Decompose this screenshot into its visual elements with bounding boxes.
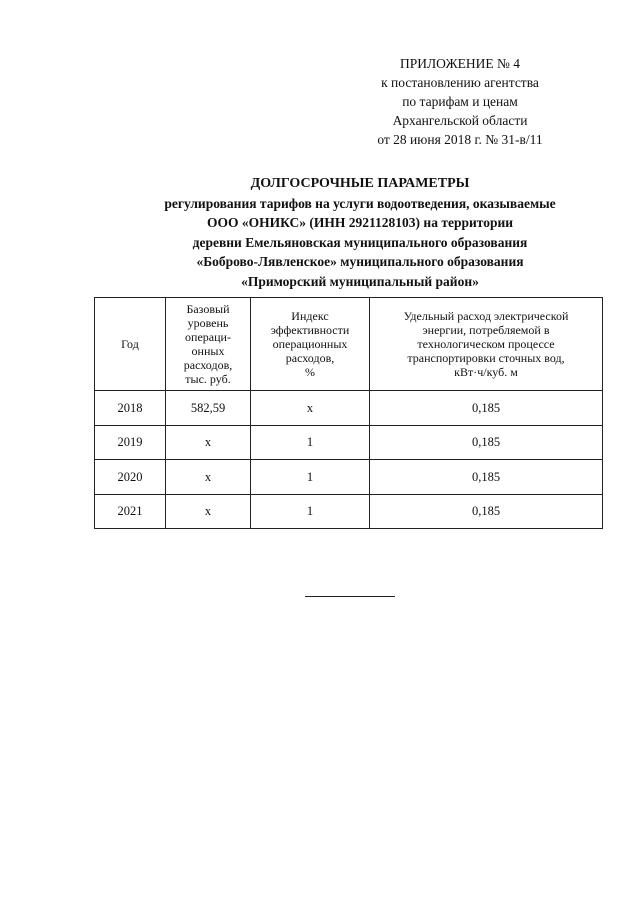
title-line: «Приморский муниципальный район» bbox=[241, 273, 479, 289]
header-efficiency-index: Индекс эффективности операционных расходов, % bbox=[251, 298, 370, 391]
cell-index: 1 bbox=[251, 460, 370, 495]
closing-separator-line bbox=[305, 596, 395, 597]
header-year: Год bbox=[95, 298, 166, 391]
table-row bbox=[95, 494, 603, 529]
cell-base: 582,59 bbox=[166, 391, 251, 426]
appendix-ref-line: к постановлению агентства bbox=[381, 75, 539, 90]
cell-index: х bbox=[251, 391, 370, 426]
cell-index: 1 bbox=[251, 425, 370, 460]
appendix-ref-line: Архангельской области bbox=[392, 113, 528, 128]
header-base-level: Базовый уровень операци- онных расходов, тыс. руб. bbox=[166, 298, 251, 391]
cell-energy: 0,185 bbox=[370, 460, 603, 495]
cell-year: 2018 bbox=[95, 391, 166, 426]
cell-energy: 0,185 bbox=[370, 425, 603, 460]
table-row bbox=[95, 425, 603, 460]
parameters-table bbox=[94, 297, 603, 529]
title-line: «Боброво-Лявленское» муниципального образования bbox=[196, 254, 524, 269]
title-line: регулирования тарифов на услуги водоотведения, оказываемые bbox=[164, 195, 556, 211]
title-line: деревни Емельяновская муниципального образования bbox=[192, 234, 528, 250]
appendix-ref-line: по тарифам и ценам bbox=[402, 94, 518, 109]
cell-year: 2020 bbox=[95, 460, 166, 495]
table-row bbox=[95, 460, 603, 495]
header-energy-consumption: Удельный расход электрической энергии, потребляемой в технологическом процессе транспортировки сточных вод, кВт·ч/куб. м bbox=[370, 298, 603, 391]
cell-base: х bbox=[166, 460, 251, 495]
cell-year: 2019 bbox=[95, 425, 166, 460]
appendix-number: ПРИЛОЖЕНИЕ № 4 bbox=[399, 56, 521, 71]
title-main: ДОЛГОСРОЧНЫЕ ПАРАМЕТРЫ bbox=[250, 176, 470, 191]
cell-energy: 0,185 bbox=[370, 391, 603, 426]
cell-index: 1 bbox=[251, 494, 370, 529]
appendix-header bbox=[350, 54, 570, 149]
cell-base: х bbox=[166, 425, 251, 460]
title-line: ООО «ОНИКС» (ИНН 2921128103) на территории bbox=[206, 215, 514, 230]
table-row bbox=[95, 391, 603, 426]
appendix-date-number: от 28 июня 2018 г. № 31-в/11 bbox=[377, 132, 543, 147]
document-title bbox=[60, 174, 640, 291]
cell-base: х bbox=[166, 494, 251, 529]
table-header-row bbox=[95, 298, 603, 391]
cell-energy: 0,185 bbox=[370, 494, 603, 529]
cell-year: 2021 bbox=[95, 494, 166, 529]
